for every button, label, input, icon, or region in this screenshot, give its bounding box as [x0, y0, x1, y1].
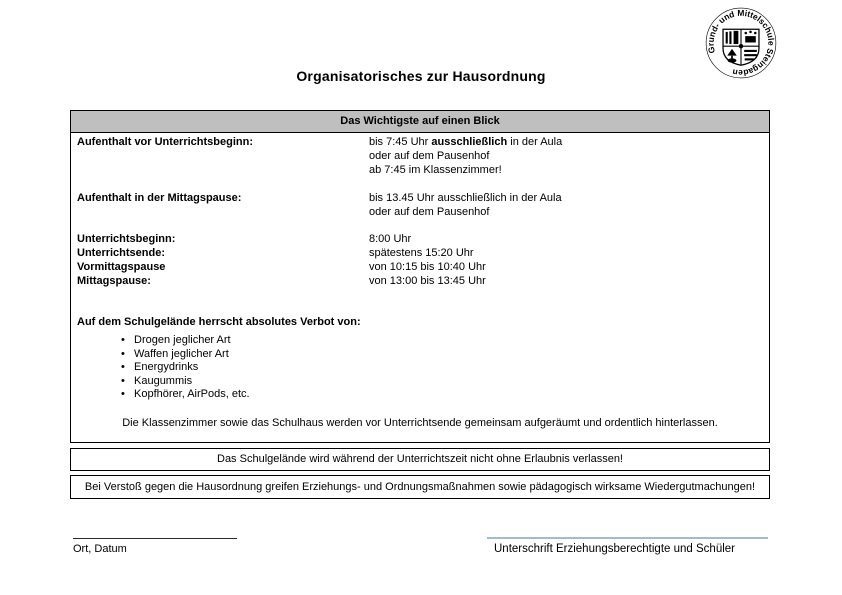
- school-seal-logo: [704, 6, 778, 80]
- leave-rule-box: Das Schulgelände wird während der Unterrichtszeit nicht ohne Erlaubnis verlassen!: [70, 448, 770, 471]
- list-item: [121, 348, 763, 362]
- table-main-cell: [70, 133, 770, 443]
- list-item-text: Drogen jeglicher Art: [134, 334, 231, 346]
- page-title: Organisatorisches zur Hausordnung: [296, 68, 546, 84]
- overview-table: [70, 110, 770, 499]
- schedule-row: [77, 232, 763, 246]
- value-text: bis 7:45 Uhr: [369, 136, 432, 148]
- school-seal-icon: [704, 6, 778, 80]
- row-lunch-break-label: Aufenthalt in der Mittagspause:: [77, 192, 242, 204]
- list-item-text: Waffen jeglicher Art: [134, 347, 229, 360]
- signature-right-label: Unterschrift Erziehungsberechtigte und Schüler: [494, 543, 735, 555]
- list-item-text: Kaugummis: [134, 374, 193, 387]
- schedule-list: [77, 232, 763, 288]
- schedule-label: Unterrichtsbeginn:: [77, 233, 176, 245]
- row-lunch-break: [77, 191, 763, 219]
- value-line: oder auf dem Pausenhof: [369, 150, 490, 162]
- schedule-row: [77, 246, 763, 260]
- table-header: Das Wichtigste auf einen Blick: [70, 110, 770, 133]
- schedule-value: spätestens 15:20 Uhr: [369, 247, 474, 259]
- schedule-value: 8:00 Uhr: [369, 233, 412, 245]
- schedule-row: [77, 260, 763, 274]
- schedule-value: von 10:15 bis 10:40 Uhr: [369, 261, 486, 273]
- bullet-icon: •: [121, 361, 125, 373]
- bullet-icon: •: [121, 334, 125, 346]
- schedule-row: [77, 274, 763, 288]
- schedule-label: Mittagspause:: [77, 275, 151, 287]
- cleanup-note: Die Klassenzimmer sowie das Schulhaus werden vor Unterrichtsende gemeinsam aufgeräumt und ordentlich hinterlassen.: [122, 416, 718, 429]
- list-item: [121, 361, 763, 375]
- value-line: ab 7:45 im Klassenzimmer!: [369, 164, 502, 176]
- prohibition-heading: Auf dem Schulgelände herrscht absolutes Verbot von:: [77, 316, 361, 328]
- value-line: oder auf dem Pausenhof: [369, 206, 490, 218]
- row-lunch-break-values: [369, 191, 763, 219]
- list-item: [121, 375, 763, 389]
- bullet-icon: •: [121, 374, 125, 387]
- list-item: [121, 334, 763, 348]
- value-line: [369, 135, 763, 149]
- list-item: [121, 388, 763, 402]
- violation-rule-box: Bei Verstoß gegen die Hausordnung greifen Erziehungs- und Ordnungsmaßnahmen sowie pädagogisch wirksame Wiedergutmachungen!: [70, 475, 770, 499]
- signature-left-label: Ort, Datum: [73, 543, 127, 555]
- value-line: bis 13.45 Uhr ausschließlich in der Aula: [369, 192, 562, 204]
- schedule-label: Vormittagspause: [77, 261, 166, 273]
- list-item-text: Energydrinks: [134, 361, 199, 373]
- schedule-value: von 13:00 bis 13:45 Uhr: [369, 275, 486, 287]
- bullet-icon: •: [121, 347, 125, 360]
- row-before-school-label: Aufenthalt vor Unterrichtsbeginn:: [77, 136, 254, 148]
- value-text: in der Aula: [507, 136, 563, 148]
- prohibition-list: [77, 334, 763, 402]
- signature-block-right: [487, 537, 768, 555]
- list-item-text: Kopfhörer, AirPods, etc.: [134, 388, 250, 400]
- bullet-icon: •: [121, 388, 125, 400]
- row-before-school-values: [369, 135, 763, 177]
- row-before-school: [77, 135, 763, 177]
- value-text-bold: ausschließlich: [431, 136, 508, 148]
- signature-block-left: [73, 538, 237, 555]
- schedule-label: Unterrichtsende:: [77, 247, 166, 259]
- seal-circular-text: Grund- und Mittelschule Steingaden: [705, 7, 777, 79]
